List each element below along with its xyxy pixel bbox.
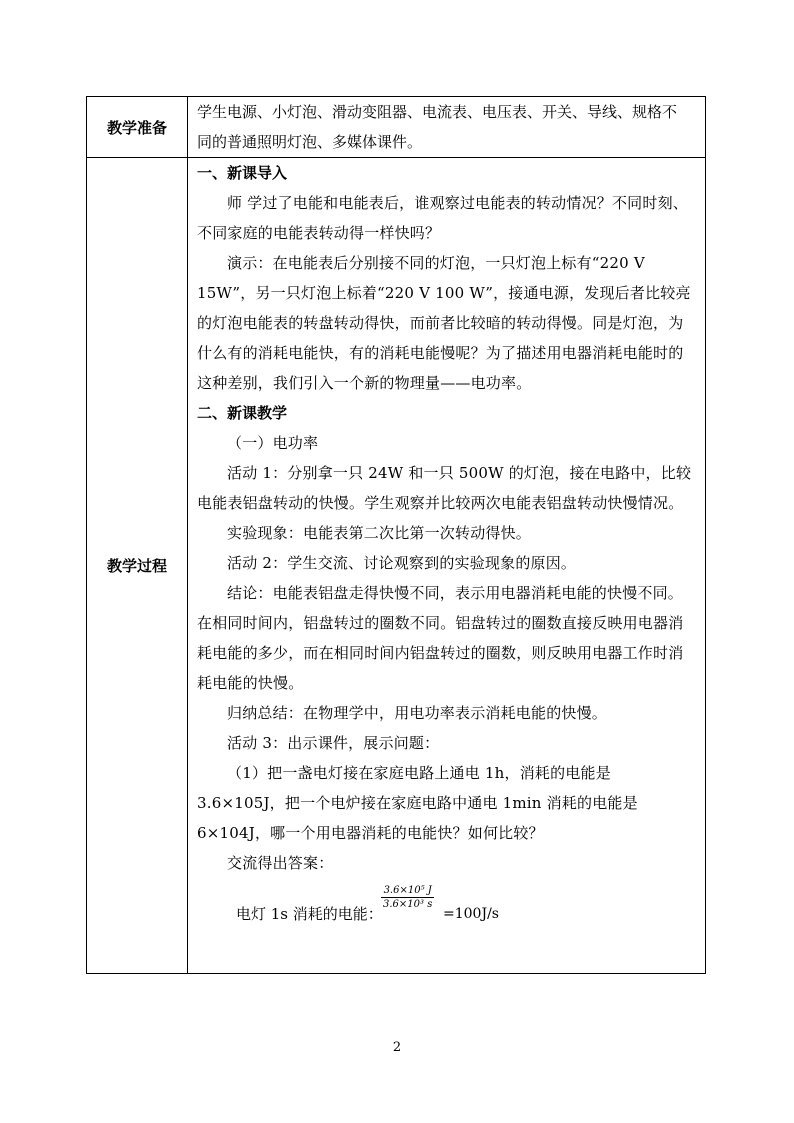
teaching-prep-row [87,97,706,158]
teaching-prep-line-1: 学生电源、小灯泡、滑动变阻器、电流表、电压表、开关、导线、规格不 [197,103,678,121]
formula-denominator: 3.6×10³ s [383,899,433,910]
formula-result: =100J/s [443,906,499,922]
teaching-process-label: 教学过程 [87,158,188,974]
paragraph-answer-intro: 交流得出答案： [227,854,334,872]
lesson-plan-table [86,96,706,974]
section-heading-new-lesson: 二、新课教学 [197,404,288,422]
teaching-process-row [87,158,706,974]
formula-numerator: 3.6×10⁵ J [381,884,434,898]
formula-line [197,878,698,934]
page-number: 2 [392,1040,402,1055]
teaching-prep-content [188,97,706,158]
paragraph-phenomenon: 实验现象：电能表第二次比第一次转动得快。 [227,524,532,542]
paragraph-demonstration: 演示：在电能表后分别接不同的灯泡，一只灯泡上标有“220 V 15W”，另一只灯泡上标着“220 V 100 W”，接通电源，发现后者比较亮的灯泡电能表的转盘转动得快，而前者比较暗的转动得慢。同是灯泡，为什么有的消耗电能快，有的消耗电能慢呢？为了描述用电器消耗电能时的这种差别，我们引入一个新的物理量——电功率。 [197,254,691,392]
formula-lead-text: 电灯 1s 消耗的电能： [236,905,383,923]
paragraph-activity-2: 活动 2：学生交流、讨论观察到的实验现象的原因。 [227,554,577,572]
section-heading-intro: 一、新课导入 [197,164,288,182]
paragraph-summary: 归纳总结：在物理学中，用电功率表示消耗电能的快慢。 [227,704,608,722]
paragraph-question-1: （1）把一盏电灯接在家庭电路上通电 1h，消耗的电能是 3.6×105J，把一个电炉接在家庭电路中通电 1min 消耗的电能是 6×104J，哪一个用电器消耗的电能快？如何比较？ [197,764,638,842]
teaching-prep-label: 教学准备 [87,97,188,158]
paragraph-teacher-question: 师 学过了电能和电能表后，谁观察过电能表的转动情况？不同时刻、不同家庭的电能表转动得一样快吗？ [197,194,688,242]
paragraph-activity-1: 活动 1：分别拿一只 24W 和一只 500W 的灯泡，接在电路中，比较电能表铝盘转动的快慢。学生观察并比较两次电能表铝盘转动快慢情况。 [197,464,692,512]
teaching-prep-line-2: 同的普通照明灯泡、多媒体课件。 [197,133,423,151]
paragraph-conclusion: 结论：电能表铝盘走得快慢不同，表示用电器消耗电能的快慢不同。在相同时间内，铝盘转过的圈数不同。铝盘转过的圈数直接反映用电器消耗电能的多少，而在相同时间内铝盘转过的圈数，则反映用电器工作时消耗电能的快慢。 [197,584,684,692]
paragraph-activity-3: 活动 3：出示课件，展示问题： [227,734,440,752]
teaching-process-content [188,158,706,974]
formula-fraction [381,884,434,911]
subheading-electric-power: （一）电功率 [227,434,319,452]
